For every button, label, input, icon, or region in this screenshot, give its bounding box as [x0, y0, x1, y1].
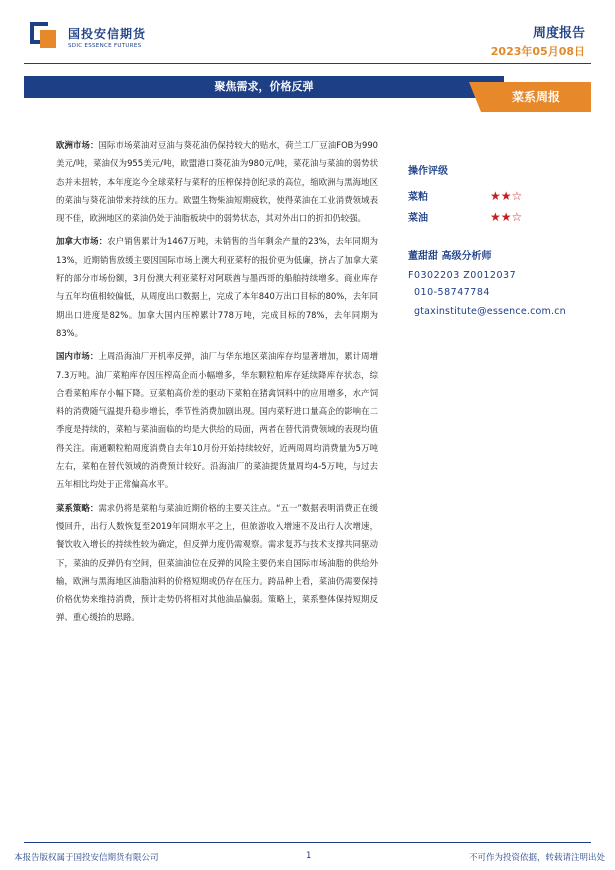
analyst-email: gtaxinstitute@essence.com.cn — [414, 306, 566, 317]
paragraph-text: 国际市场菜油对豆油与葵花油仍保持较大的贴水，荷兰工厂豆油FOB为990美元/吨，菜油仅为955美元/吨，欧盟港口葵花油为980元/吨，菜花油与菜油的弱势状态并未扭转，本年度迄今全球菜籽与菜籽的压榨保持创纪录的高位，缩欧洲与黑海地区的菜油与葵花油带来持续的压力。欧盟生物柴油短期疲软，使得菜油在工业消费领域表现不佳，欧洲地区的菜油仍处于油脂板块中的弱势状态，其对外出口的折扣仍较强。 — [56, 140, 379, 224]
header-divider — [24, 63, 591, 64]
rating-stars-icon: ★★☆ — [490, 188, 523, 203]
main-body — [56, 136, 378, 632]
company-logo — [30, 22, 146, 52]
report-series-tag: 菜系周报 — [481, 82, 591, 112]
title-banner — [24, 70, 591, 112]
paragraph-lead: 加拿大市场： — [56, 236, 108, 247]
paragraph-lead: 国内市场： — [56, 351, 99, 362]
paragraph-domestic — [56, 347, 378, 493]
paragraph-text: 需求仍将是菜粕与菜油近期价格的主要关注点。“五一”数据表明消费正在缓慢回升，出行人数恢复至2019年同期水平之上，但旅游收入增速不及出行人次增速，餐饮收入增长的持续性较为确定，但反弹力度仍需观察。需求复苏与技术支撑共同驱动下，菜油的反弹仍有空间，但菜油油位在反弹的风险主要仍来自国际市场油脂的供给外输，欧洲与黑海地区油脂油料的价格短期或仍存在压力。跨品种上看，菜油仍需要保持价格优势来维持消费，预计走势仍将相对其他油品偏弱。策略上，菜系整体保持短期反弹、重心缓抬的思路。 — [56, 502, 378, 623]
rating-stars-icon: ★★☆ — [490, 209, 523, 224]
report-title: 聚焦需求，价格反弹 — [24, 76, 504, 98]
logo-mark-icon — [30, 22, 60, 52]
paragraph-text: 农户销售累计为1467万吨，未销售的当年剩余产量的23%，去年同期为13%，近期销售放缓主要因国际市场上澳大利亚菜籽的报价更为低廉，挤占了加拿大菜籽的部分市场份额，3月份澳大利亚菜籽对阿联酋与墨西哥的船舶持续增多。商业库存与五年均值相较偏低，从周度出口数据上，完成了本年840万出口目标的80%，去年同期出口进度是82%。加拿大国内压榨累计778万吨，完成目标的78%，去年同期为83%。 — [56, 236, 379, 338]
rating-name: 菜油 — [408, 213, 428, 224]
analyst-name: 董甜甜 高级分析师 — [408, 251, 492, 262]
paragraph-lead: 欧洲市场： — [56, 140, 99, 150]
logo-name-cn: 国投安信期货 — [68, 27, 147, 41]
paragraph-canada — [56, 232, 378, 342]
analyst-phone: 010-58747784 — [414, 287, 490, 298]
paragraph-text: 上周沿海油厂开机率反弹，油厂与华东地区菜油库存均显著增加，累计周增7.3万吨。油厂菜粕库存因压榨高企而小幅增多，华东颗粒粕库存延续降库存状态，综合看菜粕库存小幅下降。豆菜粕高价差的驱动下菜粕在猪禽饲料中的应用增多，水产饲料的消费随气温提升稳步增长，季节性消费加剧出现。国内菜籽进口量高企的影响在二季度是持续的，菜粕与菜油面临的均是大供给的局面，两者在替代消费领域的表现均值得关注。南通颗粒粕周度消费自去年10月份开始持续较好，近两周周均消费量为5万吨左右，菜粕在替代领域的消费预计较好。沿海油厂的菜油提货量周均4-5万吨，与过去五年相比均处于正常偏高水平。 — [56, 351, 379, 490]
rating-row-oil — [408, 206, 608, 227]
footer-copyright: 本报告版权属于国投安信期货有限公司 — [14, 853, 159, 863]
paragraph-lead: 菜系策略： — [56, 502, 99, 513]
footer-disclaimer: 不可作为投资依据，转载请注明出处 — [468, 853, 605, 863]
logo-name-en: SDIC ESSENCE FUTURES — [68, 43, 142, 49]
analyst-certificates: F0302203 Z0012037 — [408, 270, 517, 281]
report-type: 周度报告 — [532, 26, 585, 41]
page-number: 1 — [306, 851, 312, 861]
paragraph-europe — [56, 136, 378, 227]
rating-heading: 操作评级 — [408, 166, 448, 177]
report-header — [0, 0, 615, 64]
sidebar — [408, 162, 608, 317]
rating-row-meal — [408, 185, 608, 206]
report-date: 2023年05月08日 — [490, 45, 585, 58]
footer-divider — [24, 842, 591, 843]
paragraph-strategy — [56, 499, 378, 627]
rating-name: 菜粕 — [408, 192, 428, 203]
